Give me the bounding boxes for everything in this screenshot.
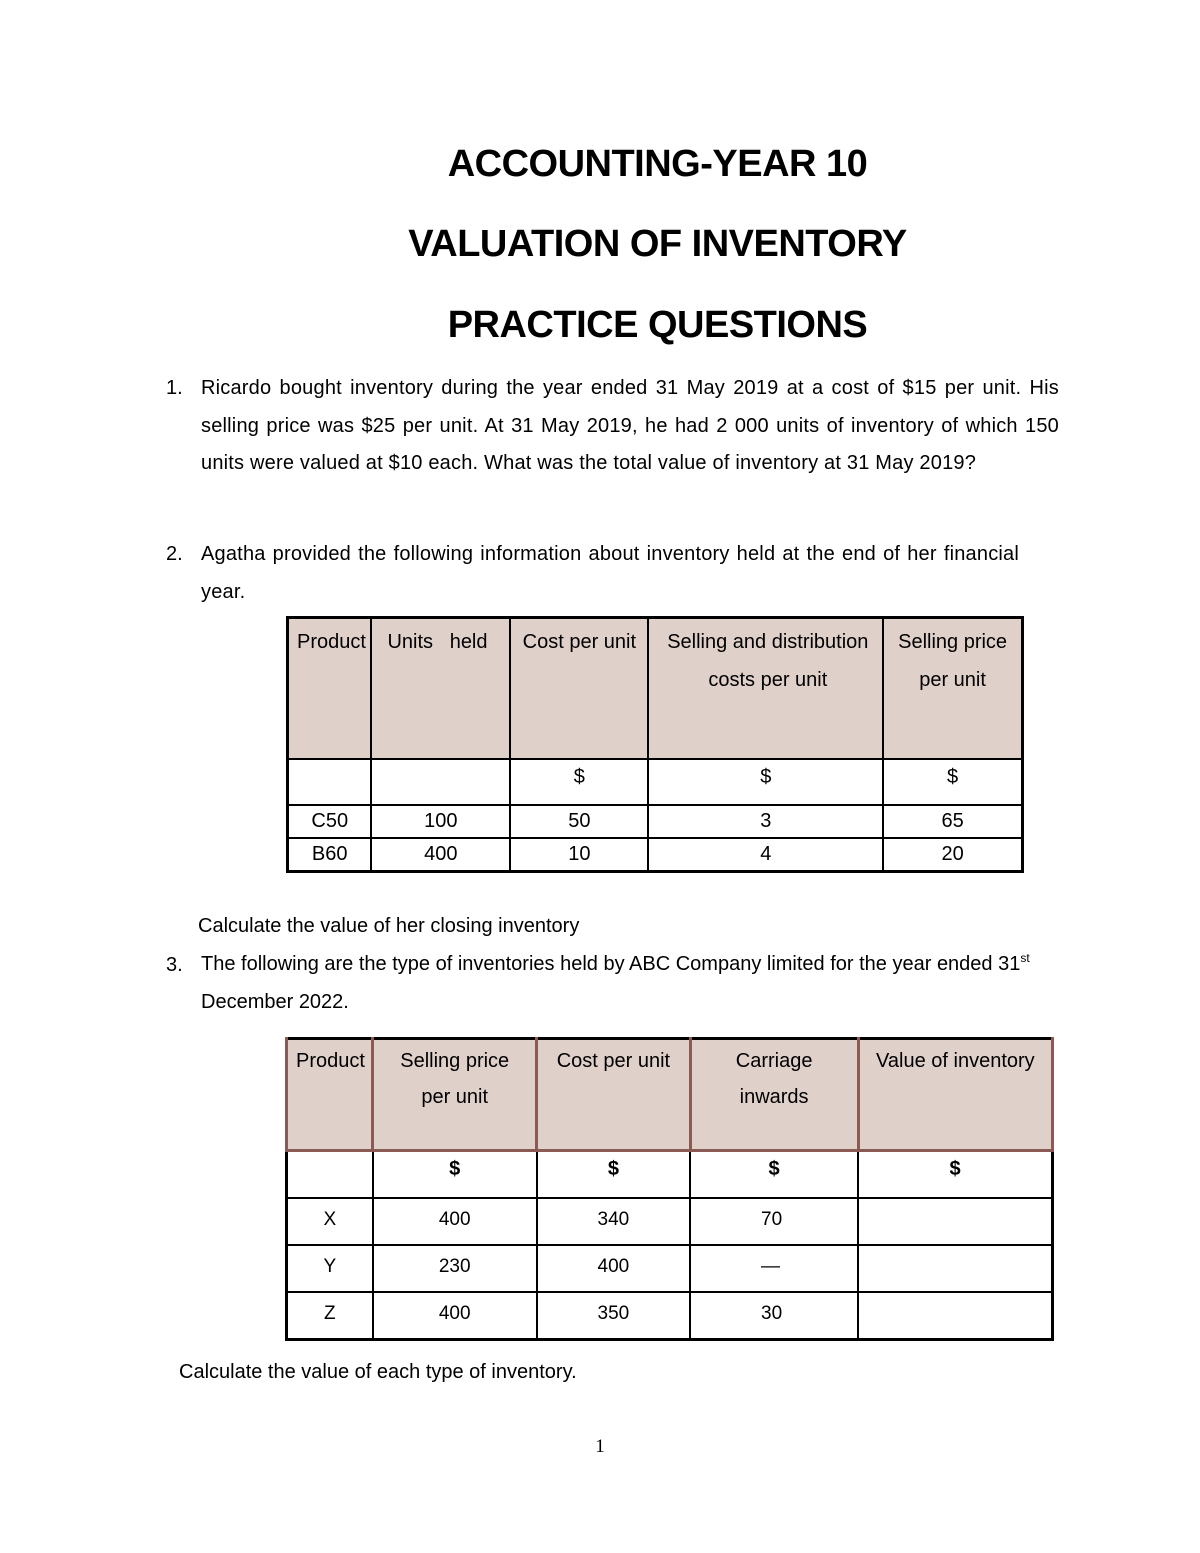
- header-cell: Product: [287, 1039, 373, 1151]
- table-units-row: [288, 759, 1023, 805]
- units-cell: [287, 1151, 373, 1199]
- question-1-text: Ricardo bought inventory during the year ended 31 May 2019 at a cost of $15 per unit. His selling price was $25 per unit. At 31 May 2019, he had 2 000 units of inventory of which 150 units were valued at $10 each. What was the total value of inventory at 31 May 2019?: [201, 377, 1059, 474]
- table-cell: X: [287, 1198, 373, 1245]
- inventory-table-agatha: [286, 616, 1024, 873]
- table-cell: 20: [883, 838, 1022, 872]
- header-cell: Units held: [371, 618, 510, 760]
- table-cell: 400: [373, 1292, 537, 1340]
- page-number: 1: [595, 1436, 605, 1457]
- question-2-text: Agatha provided the following information about inventory held at the end of her financial year.: [201, 543, 1019, 603]
- table-cell: C50: [288, 805, 372, 838]
- table-header-row: [288, 618, 1023, 760]
- question-2-number: 2.: [166, 543, 183, 565]
- table-cell: 340: [537, 1198, 690, 1245]
- units-cell: $: [510, 759, 648, 805]
- question-3-number: 3.: [166, 954, 183, 976]
- header-cell: Cost per unit: [510, 618, 648, 760]
- question-1-number: 1.: [166, 377, 183, 399]
- table-cell: 50: [510, 805, 648, 838]
- table-units-row: [287, 1151, 1053, 1199]
- question-3-instruction: Calculate the value of each type of inventory.: [179, 1361, 577, 1383]
- table-cell: 100: [371, 805, 510, 838]
- document-title: ACCOUNTING-YEAR 10: [447, 143, 868, 185]
- table-row: [287, 1292, 1053, 1340]
- header-cell: Selling and distribution costs per unit: [648, 618, 883, 760]
- table-cell: 10: [510, 838, 648, 872]
- table-cell: 400: [371, 838, 510, 872]
- document-section-title: PRACTICE QUESTIONS: [447, 304, 868, 346]
- units-cell: $: [690, 1151, 858, 1199]
- table-cell: [858, 1292, 1052, 1340]
- table-cell: [858, 1198, 1052, 1245]
- units-cell: $: [858, 1151, 1052, 1199]
- units-cell: [371, 759, 510, 805]
- table-header-row: [287, 1039, 1053, 1151]
- table-cell: [858, 1245, 1052, 1292]
- question-3-text-end: December 2022.: [201, 990, 349, 1013]
- table-cell: 400: [537, 1245, 690, 1292]
- units-cell: $: [883, 759, 1022, 805]
- header-cell: Product: [288, 618, 372, 760]
- table-cell: 400: [373, 1198, 537, 1245]
- table-cell: 230: [373, 1245, 537, 1292]
- table-row: [287, 1245, 1053, 1292]
- header-cell: Selling price per unit: [373, 1039, 537, 1151]
- units-cell: $: [373, 1151, 537, 1199]
- table-cell: —: [690, 1245, 858, 1292]
- table-cell: 4: [648, 838, 883, 872]
- units-cell: $: [648, 759, 883, 805]
- inventory-table-abc-company: [285, 1037, 1054, 1341]
- table-cell: 30: [690, 1292, 858, 1340]
- question-2-instruction: Calculate the value of her closing inventory: [198, 915, 580, 937]
- table-cell: 3: [648, 805, 883, 838]
- question-3-text-main: The following are the type of inventories held by ABC Company limited for the year ended 31: [201, 953, 1021, 975]
- table-row: [288, 838, 1023, 872]
- question-3-text: [201, 946, 1071, 1021]
- table-cell: Y: [287, 1245, 373, 1292]
- header-cell: Cost per unit: [537, 1039, 690, 1151]
- header-cell: Value of inventory: [858, 1039, 1052, 1151]
- table-cell: 65: [883, 805, 1022, 838]
- table-row: [288, 805, 1023, 838]
- table-cell: 70: [690, 1198, 858, 1245]
- table-cell: 350: [537, 1292, 690, 1340]
- ordinal-suffix: st: [1020, 951, 1030, 965]
- units-cell: [288, 759, 372, 805]
- table-cell: B60: [288, 838, 372, 872]
- header-cell: Carriage inwards: [690, 1039, 858, 1151]
- header-cell: Selling price per unit: [883, 618, 1022, 760]
- document-subtitle: VALUATION OF INVENTORY: [408, 223, 907, 265]
- table-row: [287, 1198, 1053, 1245]
- units-cell: $: [537, 1151, 690, 1199]
- table-cell: Z: [287, 1292, 373, 1340]
